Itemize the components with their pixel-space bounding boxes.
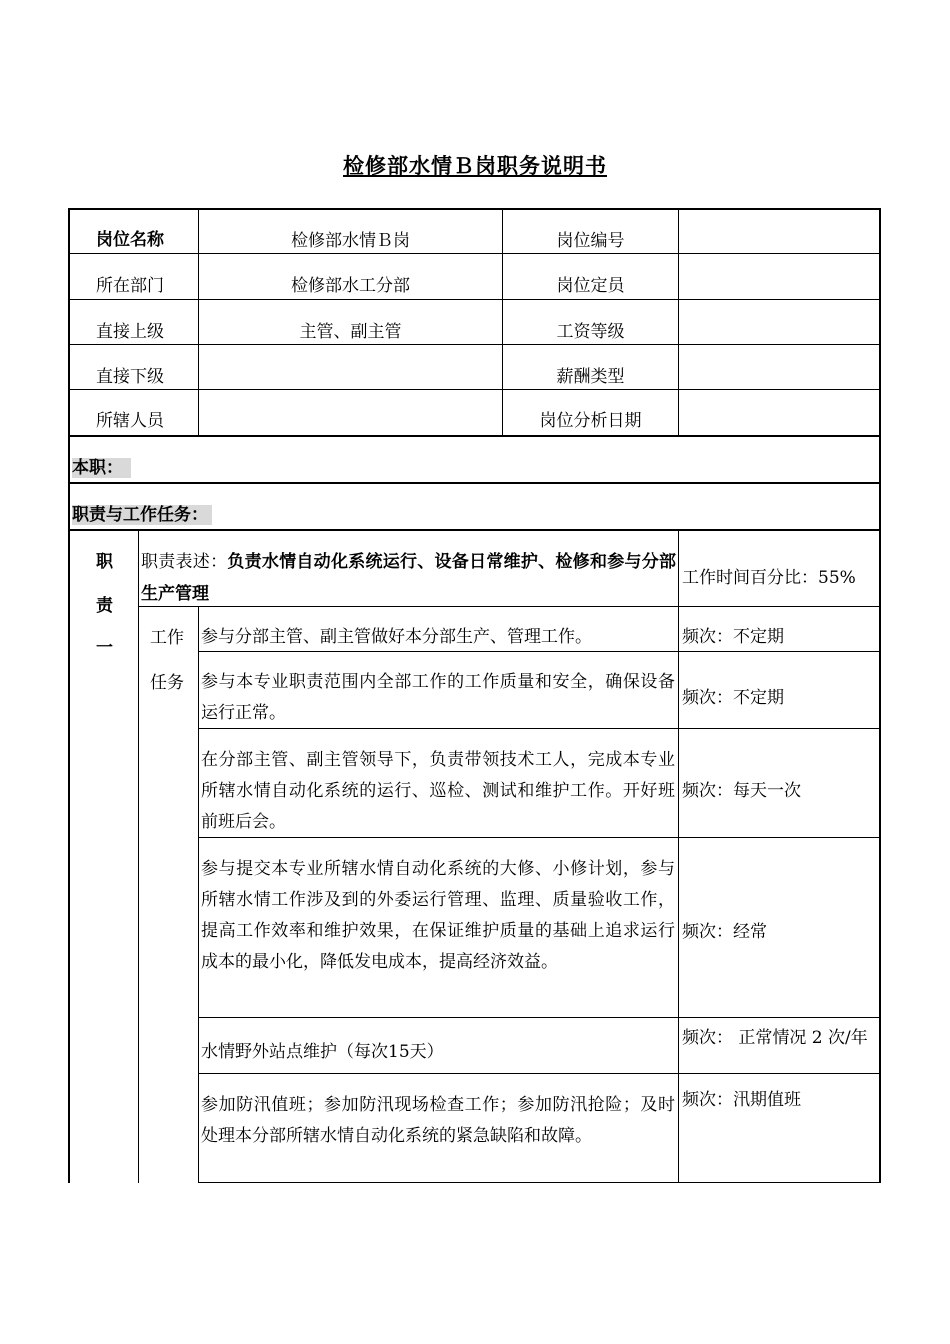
task-5-text: 水情野外站点维护（每次15天） bbox=[201, 1042, 444, 1062]
task-1-frequency: 频次：不定期 bbox=[682, 627, 784, 647]
task-4-text: 参与提交本专业所辖水情自动化系统的大修、小修计划，参与所辖水情工作涉及到的外委运行管理、监理、质量验收工作，提高工作效率和维护效果，在保证维护质量的基础上追求运行成本的最小化，降低发电成本，提高经济效益。 bbox=[201, 859, 675, 972]
task-6-frequency: 频次：汛期值班 bbox=[682, 1090, 801, 1110]
task-3-text: 在分部主管、副主管领导下，负责带领技术工人，完成本专业所辖水情自动化系统的运行、巡检、测试和维护工作。开好班前班后会。 bbox=[201, 750, 675, 832]
task-3-frequency: 频次：每天一次 bbox=[682, 781, 801, 801]
task-label-line-2: 任务 bbox=[150, 673, 184, 693]
label-direct-subordinate: 直接下级 bbox=[96, 367, 164, 387]
label-department: 所在部门 bbox=[96, 276, 164, 296]
task-2-text: 参与本专业职责范围内全部工作的工作质量和安全，确保设备运行正常。 bbox=[201, 672, 675, 723]
section-duties-heading: 职责与工作任务： bbox=[72, 505, 212, 525]
table-top-border bbox=[68, 208, 881, 210]
label-analysis-date: 岗位分析日期 bbox=[539, 411, 642, 431]
task-5-frequency: 频次： 正常情况 2 次/年 bbox=[682, 1028, 868, 1048]
task-1-text: 参与分部主管、副主管做好本分部生产、管理工作。 bbox=[201, 627, 592, 647]
value-direct-superior: 主管、副主管 bbox=[299, 322, 402, 342]
label-position-name: 岗位名称 bbox=[96, 230, 164, 250]
table-right-border bbox=[879, 208, 881, 1183]
section-benzhi: 本职： bbox=[72, 458, 131, 478]
label-position-number: 岗位编号 bbox=[556, 231, 625, 251]
duty-time-percentage: 工作时间百分比：55% bbox=[682, 568, 856, 588]
task-2-frequency: 频次：不定期 bbox=[682, 688, 784, 708]
duty-description: 职责表述：负责水情自动化系统运行、设备日常维护、检修和参与分部生产管理 bbox=[141, 552, 677, 604]
task-4-frequency: 频次：经常 bbox=[682, 922, 767, 942]
task-label-line-1: 工作 bbox=[150, 628, 184, 648]
document-title: 检修部水情Ｂ岗职务说明书 bbox=[343, 154, 607, 178]
label-headcount: 岗位定员 bbox=[556, 276, 625, 296]
value-department: 检修部水工分部 bbox=[291, 276, 410, 296]
duty-label-char-3: 一 bbox=[96, 638, 113, 658]
table-left-border bbox=[68, 208, 70, 1183]
value-position-name: 检修部水情Ｂ岗 bbox=[291, 231, 410, 251]
job-description-table bbox=[68, 208, 881, 1183]
duty-label-char-2: 责 bbox=[96, 596, 113, 616]
label-direct-superior: 直接上级 bbox=[96, 322, 164, 342]
label-staff-managed: 所辖人员 bbox=[96, 411, 164, 431]
duty-label-divider bbox=[138, 530, 139, 1183]
label-pay-type: 薪酬类型 bbox=[556, 367, 625, 387]
label-salary-grade: 工资等级 bbox=[556, 322, 625, 342]
duty-label-char-1: 职 bbox=[96, 552, 113, 572]
task-6-text: 参加防汛值班；参加防汛现场检查工作；参加防汛抢险；及时处理本分部所辖水情自动化系统的紧急缺陷和故障。 bbox=[201, 1095, 675, 1146]
